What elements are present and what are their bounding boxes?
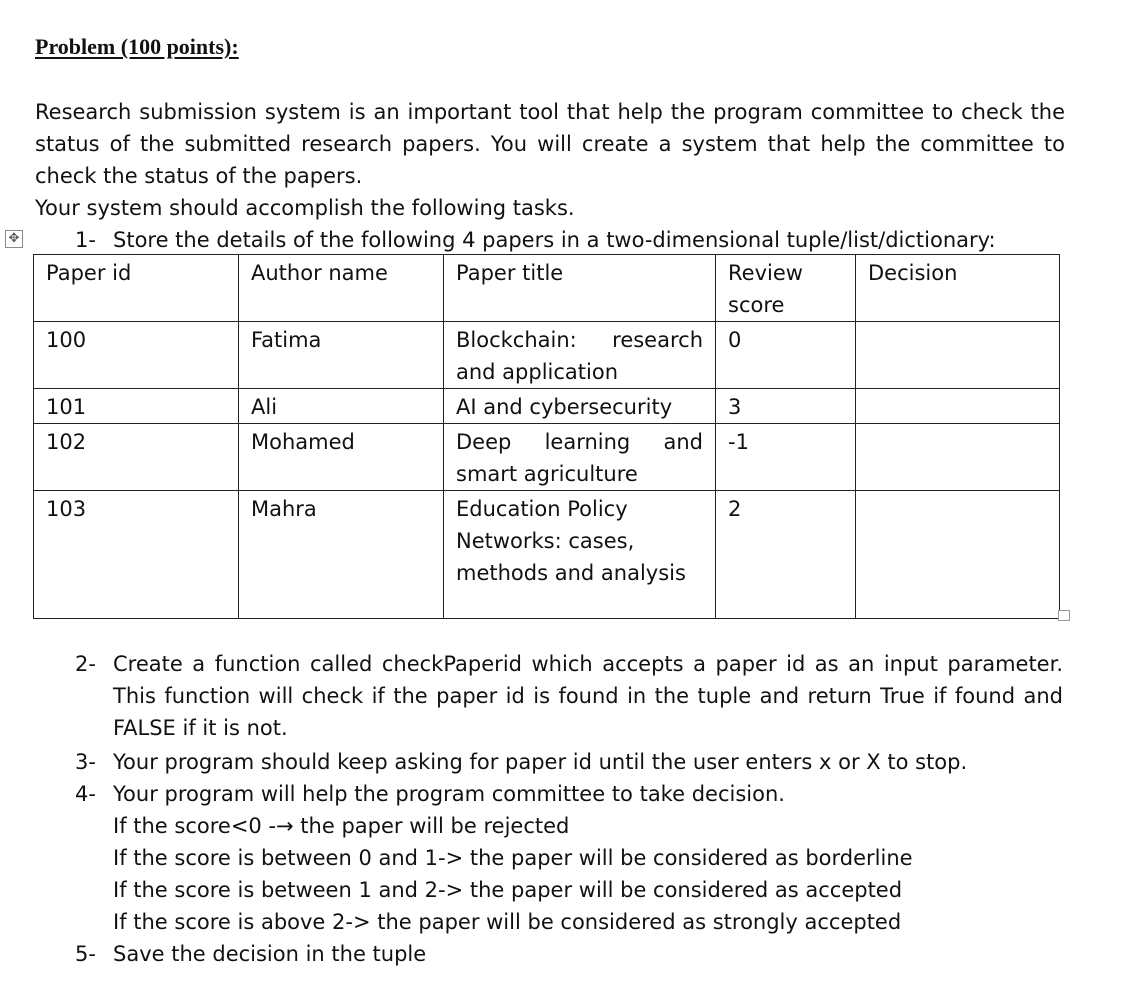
cell-decision: [856, 322, 1060, 389]
title-line: Education Policy: [456, 497, 628, 521]
cell-author: Mahra: [239, 491, 444, 619]
problem-title: Problem (100 points):: [35, 34, 239, 59]
decision-rule: If the score is above 2-> the paper will be considered as strongly accepted: [113, 910, 902, 934]
title-text: Blockchain: research and application: [456, 328, 703, 384]
cell-paper-id: 100: [34, 322, 239, 389]
papers-table: [33, 254, 1060, 619]
header-paper-id: Paper id: [34, 255, 239, 322]
decision-rule: If the score is between 1 and 2-> the paper will be considered as accepted: [113, 878, 903, 902]
header-paper-title: Paper title: [444, 255, 716, 322]
cell-decision: [856, 491, 1060, 619]
cell-score: -1: [716, 424, 856, 491]
cell-paper-id: 102: [34, 424, 239, 491]
tasks-lead: Your system should accomplish the following tasks.: [35, 196, 575, 220]
cell-title: [444, 322, 716, 389]
cell-author: Fatima: [239, 322, 444, 389]
task1-text: Store the details of the following 4 papers in a two-dimensional tuple/list/dictionary:: [113, 228, 996, 252]
intro-paragraph: Research submission system is an important tool that help the program committee to check the status of the submitted research papers. You will create a system that help the committee to check the status of the papers.: [35, 100, 1065, 188]
intro-section: [35, 96, 1065, 224]
task5-text: Save the decision in the tuple: [113, 942, 427, 966]
task2-number: 2-: [75, 652, 96, 676]
task3-text: Your program should keep asking for paper id until the user enters x or X to stop.: [113, 750, 968, 774]
cell-author: Mohamed: [239, 424, 444, 491]
task1-number: 1-: [75, 228, 96, 252]
title-line: Networks: cases,: [456, 529, 635, 553]
header-review-score: Review score: [716, 255, 856, 322]
cell-author: Ali: [239, 389, 444, 424]
cell-title: [444, 491, 716, 619]
cell-paper-id: 103: [34, 491, 239, 619]
header-author-name: Author name: [239, 255, 444, 322]
cell-paper-id: 101: [34, 389, 239, 424]
cell-title: AI and cybersecurity: [444, 389, 716, 424]
task2-text: Create a function called checkPaperid which accepts a paper id as an input parameter. This function will check if the paper id is found in the tuple and return True if found and FALSE if it is not.: [113, 652, 1063, 740]
cell-decision: [856, 424, 1060, 491]
decision-rule: If the score<0 -→ the paper will be rejected: [113, 814, 570, 838]
table-row: [34, 491, 1060, 619]
header-decision: Decision: [856, 255, 1060, 322]
cell-score: 2: [716, 491, 856, 619]
table-header-row: [34, 255, 1060, 322]
task4-text: Your program will help the program committee to take decision.: [113, 782, 785, 806]
table-move-handle-icon[interactable]: ✥: [5, 230, 23, 248]
cell-decision: [856, 389, 1060, 424]
task3-number: 3-: [75, 750, 96, 774]
table-resize-handle[interactable]: [1058, 610, 1070, 621]
cell-title: [444, 424, 716, 491]
table-row: [34, 322, 1060, 389]
decision-rule: If the score is between 0 and 1-> the paper will be considered as borderline: [113, 846, 913, 870]
title-text: Deep learning and smart agriculture: [456, 430, 703, 486]
task5-number: 5-: [75, 942, 96, 966]
table-row: [34, 424, 1060, 491]
cell-score: 3: [716, 389, 856, 424]
title-line: methods and analysis: [456, 561, 686, 585]
table-row: [34, 389, 1060, 424]
task4-number: 4-: [75, 782, 96, 806]
cell-score: 0: [716, 322, 856, 389]
